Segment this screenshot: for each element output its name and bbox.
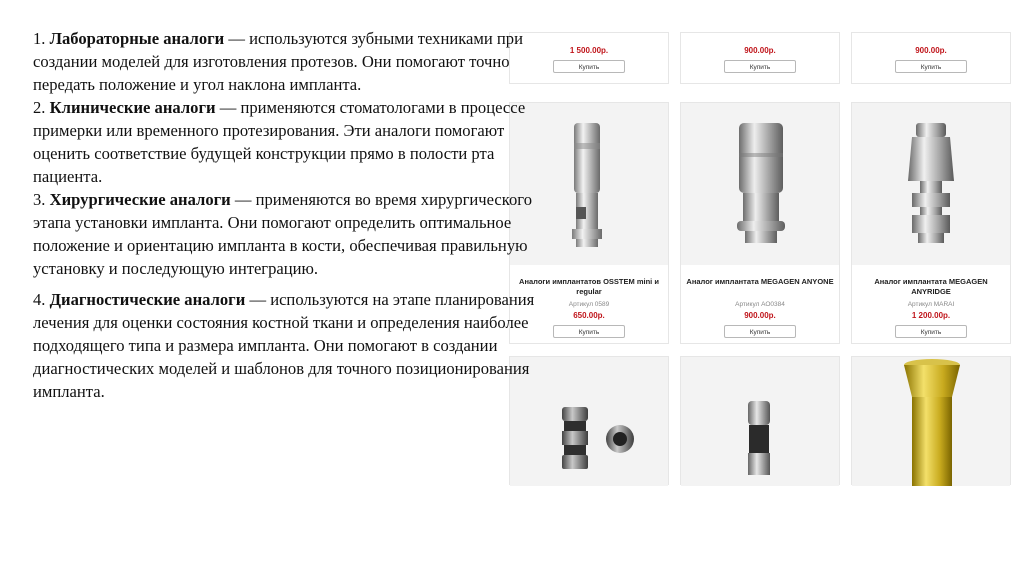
buy-button[interactable]: Купить <box>895 325 967 338</box>
paragraph-surgical-analogs <box>33 188 538 280</box>
product-card[interactable] <box>851 32 1011 84</box>
product-image-megagen-anyone[interactable] <box>681 103 839 265</box>
product-price: 900.00р. <box>915 46 947 55</box>
product-card[interactable] <box>680 356 840 485</box>
paragraph-number: 3. <box>33 190 46 209</box>
implant-analog-image <box>852 103 1010 265</box>
paragraph-diagnostic-analogs <box>33 288 538 403</box>
product-name[interactable]: Аналог имплантата MEGAGEN ANYONE <box>686 277 834 286</box>
product-price: 1 500.00р. <box>569 46 609 55</box>
product-grid <box>505 42 1024 485</box>
buy-button[interactable]: Купить <box>895 60 967 73</box>
implant-analog-image <box>681 357 839 486</box>
paragraph-body: — применяются стоматологами в процессе примерки или временного протезирования. Эти аналоги помогают оценить соответствие будущей конструкции прямо в полости рта пациента. <box>33 98 526 186</box>
buy-button[interactable]: Купить <box>553 325 625 338</box>
product-image-megagen-anyridge[interactable] <box>852 103 1010 265</box>
product-sku: Артикул 0589 <box>568 301 610 308</box>
paragraph-body: — используются на этапе планирования лечения для оценки состояния костной ткани и определения наиболее подходящего типа и размера импланта. Они помогают в создании диагностических моделей и шаблонов для точного позиционирования импланта. <box>33 290 535 401</box>
paragraph-term: Клинические аналоги <box>49 98 216 117</box>
product-name[interactable]: Аналог имплантата MEGAGEN ANYRIDGE <box>874 277 988 296</box>
paragraph-number: 1. <box>33 29 46 48</box>
product-sku: Артикул MARAI <box>907 301 955 308</box>
paragraph-number: 2. <box>33 98 46 117</box>
product-sku: Артикул АО0384 <box>735 301 785 308</box>
product-image[interactable] <box>681 357 839 486</box>
product-name[interactable]: Аналоги имплантатов OSSTEM mini и regular <box>519 277 659 296</box>
product-card[interactable] <box>680 32 840 84</box>
paragraph-lab-analogs <box>33 27 538 96</box>
product-image[interactable] <box>852 357 1010 486</box>
paragraph-number: 4. <box>33 290 46 309</box>
product-price: 650.00р. <box>573 311 605 320</box>
paragraph-term: Диагностические аналоги <box>49 290 246 309</box>
product-card[interactable] <box>851 102 1011 344</box>
description-text <box>33 27 538 403</box>
paragraph-clinical-analogs <box>33 96 538 188</box>
paragraph-term: Хирургические аналоги <box>49 190 231 209</box>
product-price: 1 200.00р. <box>911 311 951 320</box>
paragraph-body: — используются зубными техниками при создании моделей для изготовления протезов. Они помогают точно передать положение и угол наклона импланта. <box>33 29 523 94</box>
paragraph-body: — применяются во время хирургического этапа установки импланта. Они помогают определить оптимальное положение и ориентацию импланта в кости, обеспечивая правильную установку и последующую интеграцию. <box>33 190 532 278</box>
implant-analog-image <box>681 103 839 265</box>
paragraph-term: Лабораторные аналоги <box>49 29 225 48</box>
product-price: 900.00р. <box>744 46 776 55</box>
buy-button[interactable]: Купить <box>724 60 796 73</box>
product-card[interactable] <box>680 102 840 344</box>
product-card[interactable] <box>851 356 1011 485</box>
product-price: 900.00р. <box>744 311 776 320</box>
implant-analog-image <box>852 357 1010 486</box>
buy-button[interactable]: Купить <box>553 60 625 73</box>
buy-button[interactable]: Купить <box>724 325 796 338</box>
